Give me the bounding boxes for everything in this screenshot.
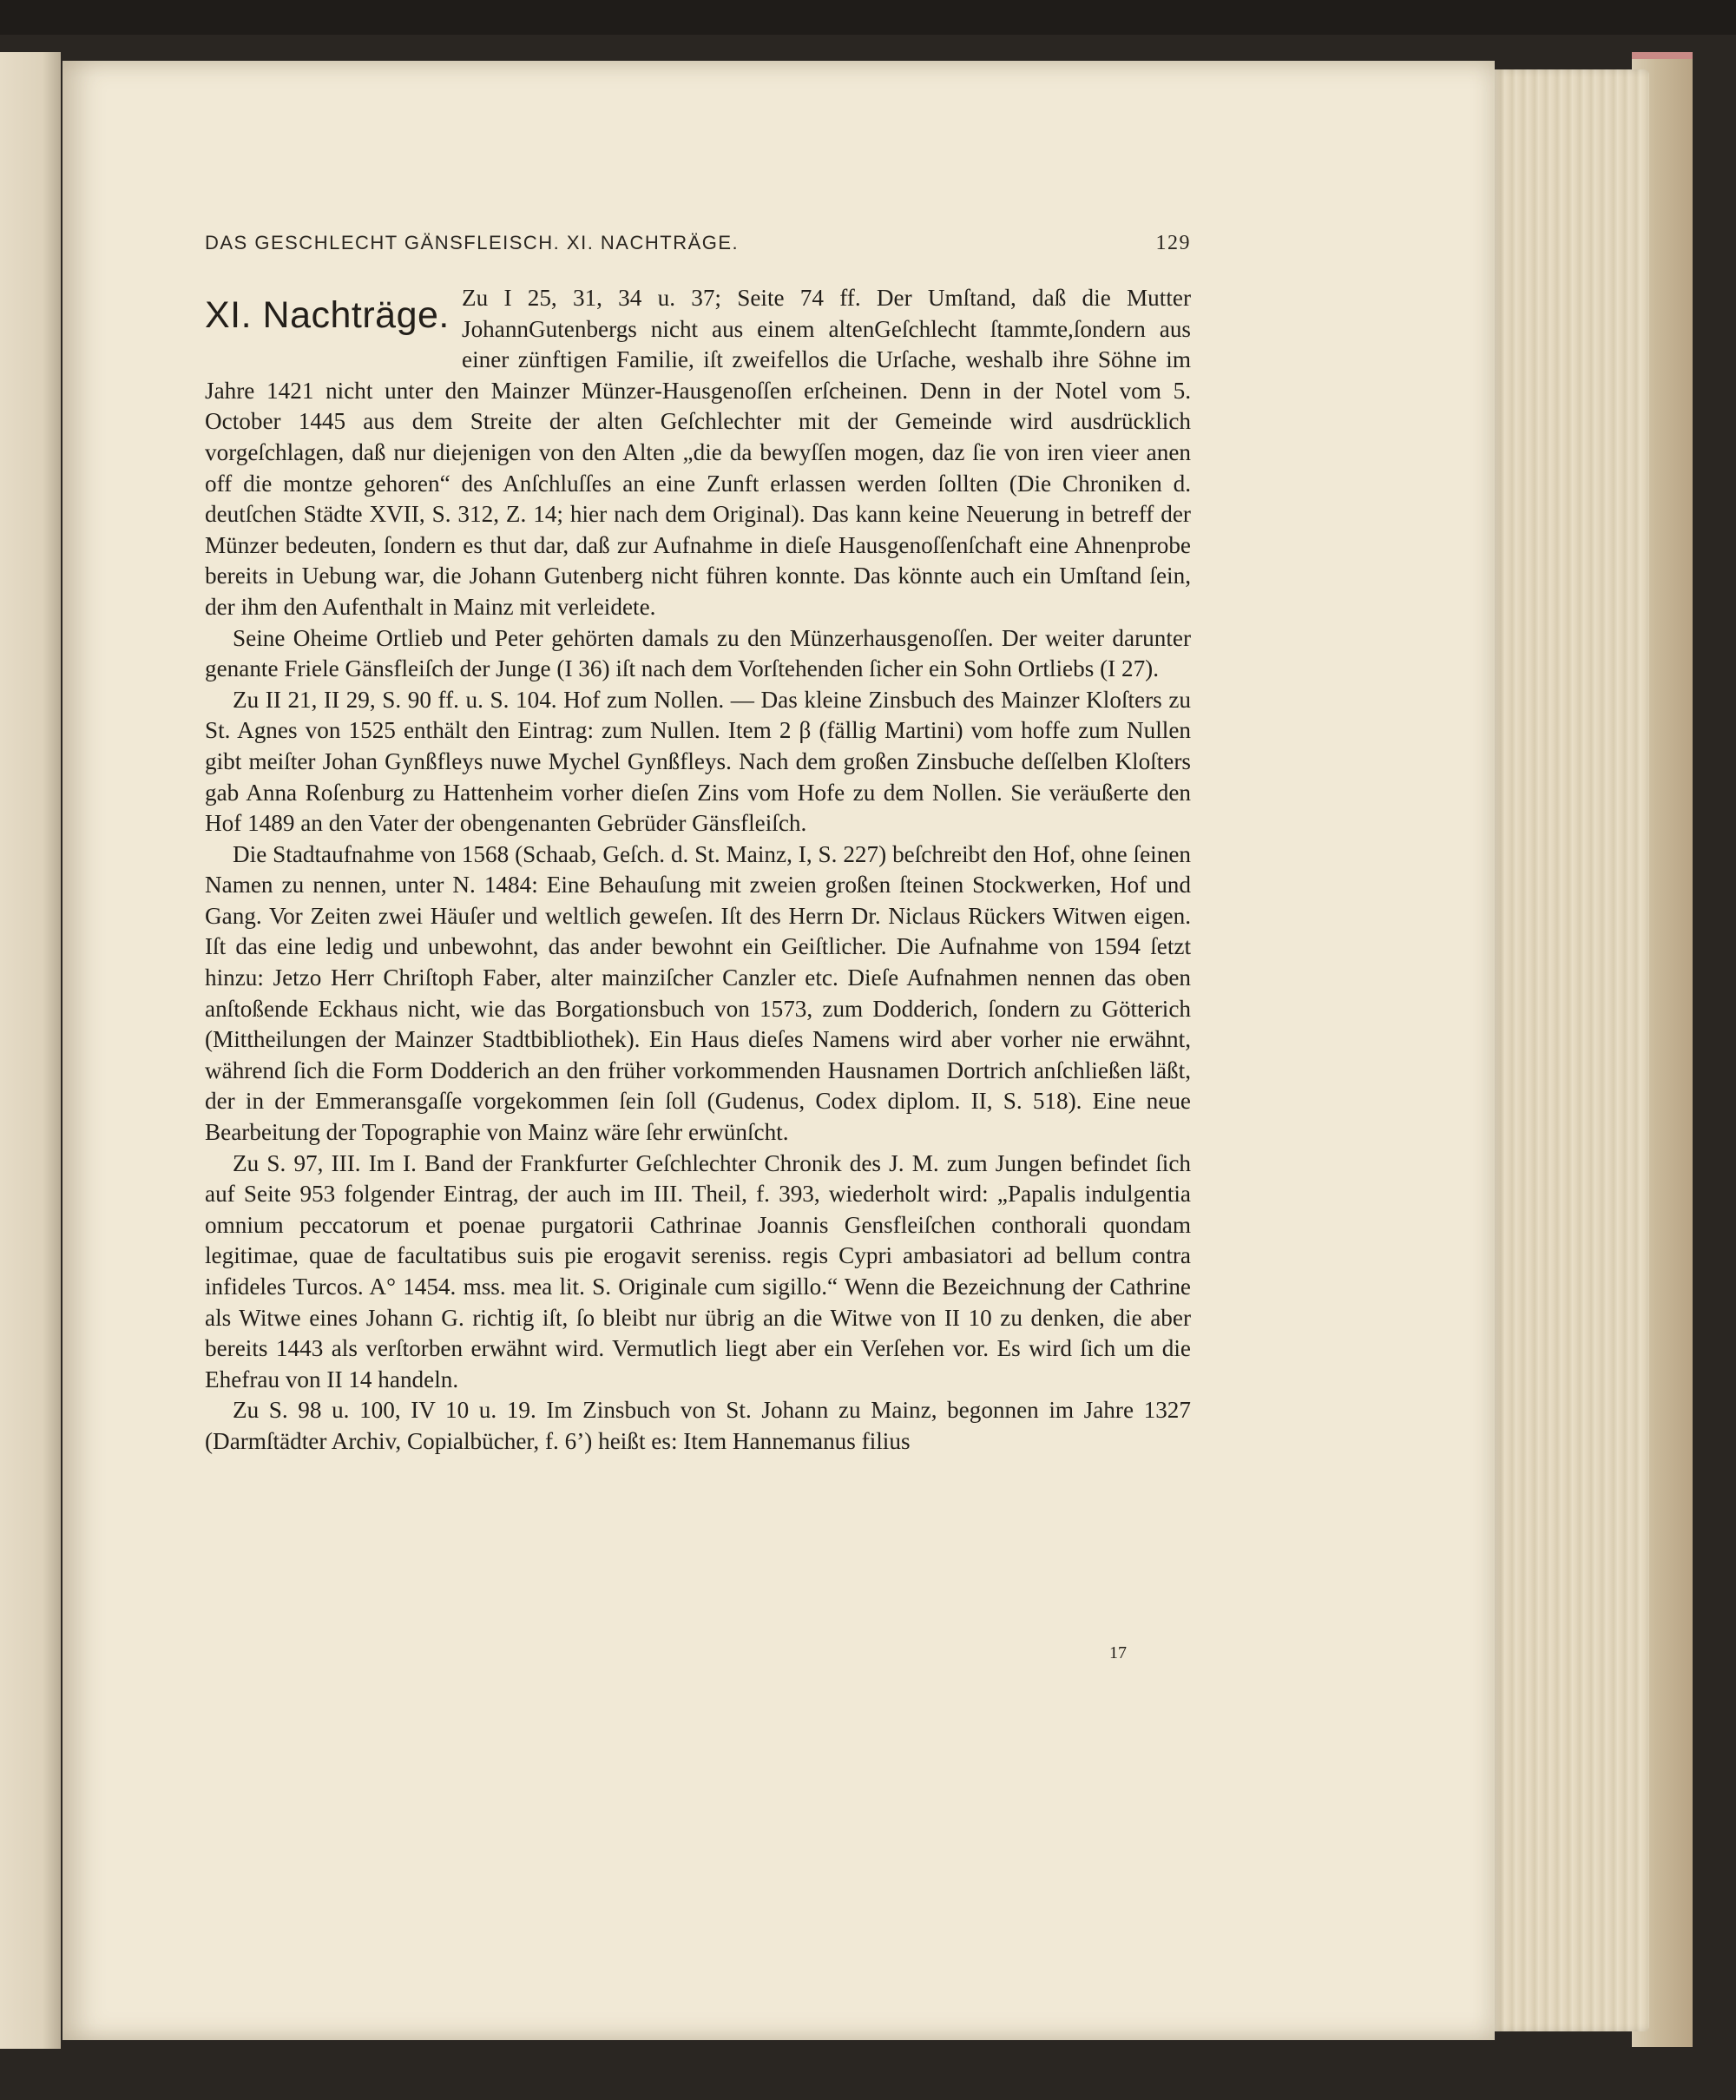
- page-number: 129: [1155, 232, 1191, 254]
- paragraph: Zu I 25, 31, 34 u. 37; Seite 74 ff. Der Umſtand, daß die Mutter JohannGutenbergs nicht aus einem altenGeſchlecht ſtammte,ſondern aus einer zünftigen Familie, iſt zweifellos die Urſache, weshalb ihre Söhne im Jahre 1421 nicht unter den Mainzer Münzer-Hausgenoſſen erſcheinen. Denn in der Notel vom 5. October 1445 aus dem Streite der alten Geſchlechter mit der Gemeinde wird ausdrücklich vorgeſchlagen, daß nur diejenigen von den Alten „die da bewyſſen mogen, daz ſie von iren vieer anen off die montze gehoren“ des Anſchluſſes an eine Zunft erlassen werden ſollten (Die Chroniken d. deutſchen Städte XVII, S. 312, Z. 14; hier nach dem Original). Das kann keine Neuerung in betreff der Münzer bedeuten, ſondern es thut dar, daß zur Aufnahme in dieſe Hausgenoſſenſchaft eine Ahnenprobe bereits in Uebung war, die Johann Gutenberg nicht führen konnte. Das könnte auch ein Umſtand ſein, der ihm den Aufenthalt in Mainz mit verleidete.: [205, 285, 1191, 620]
- paragraph: Zu S. 97, III. Im I. Band der Frankfurter Geſchlechter Chronik des J. M. zum Jungen befindet ſich auf Seite 953 folgender Eintrag, der auch im III. Theil, f. 393, wiederholt wird: „Papalis indulgentia omnium peccatorum et poenae purgatorii Cathrinae Joannis Gensfleiſchen conthorali quondam legitimae, quae de facultatibus suis pie erogavit sereniss. regis Cypri ambasiatori ad bellum contra infideles Turcos. A° 1454. mss. mea lit. S. Originale cum sigillo.“ Wenn die Bezeichnung der Cathrine als Witwe eines Johann G. richtig iſt, ſo bleibt nur übrig an die Witwe von II 10 zu denken, die aber bereits 1443 als verſtorben erwähnt wird. Vermutlich liegt aber ein Verſehen vor. Es wird ſich um die Ehefrau von II 14 handeln.: [205, 1149, 1191, 1392]
- running-head: [205, 232, 1191, 261]
- paragraph: Seine Oheime Ortlieb und Peter gehörten damals zu den Münzerhausgenoſſen. Der weiter darunter genante Friele Gänsfleiſch der Junge (I 36) iſt nach dem Vorſtehenden ſicher ein Sohn Ortliebs (I 27).: [205, 624, 1191, 682]
- section-heading-wrap: [205, 283, 462, 346]
- running-head-title: DAS GESCHLECHT GÄNSFLEISCH. XI. NACHTRÄGE.: [205, 232, 740, 253]
- paragraph-last: Zu S. 98 u. 100, IV 10 u. 19. Im Zinsbuch von St. Johann zu Mainz, begonnen im Jahre 1327 (Darmſtädter Archiv, Copialbücher, f. 6’) heißt es: Item Hannemanus filius: [205, 1397, 1191, 1454]
- section-heading: XI. Nachträge.: [205, 294, 450, 336]
- book-cover-edge-top: [0, 0, 1736, 35]
- page-stack-edges: [1493, 69, 1649, 2031]
- text-block: [205, 283, 1191, 1458]
- signature-mark: 17: [1109, 1643, 1127, 1662]
- left-page-edge: [0, 52, 61, 2049]
- paragraph: Die Stadtaufnahme von 1568 (Schaab, Geſch. d. St. Mainz, I, S. 227) beſchreibt den Hof, ohne ſeinen Namen zu nennen, unter N. 1484: Eine Behauſung mit zweien großen ſteinen Stockwerken, Hof und Gang. Vor Zeiten zwei Häuſer und weltlich geweſen. Iſt des Herrn Dr. Niclaus Rückers Witwen eigen. Iſt das eine ledig und unbewohnt, das ander bewohnt ein Geiſtlicher. Die Aufnahme von 1594 ſetzt hinzu: Jetzo Herr Chriſtoph Faber, alter mainziſcher Canzler etc. Dieſe Aufnahmen nennen das oben anſtoßende Eckhaus nicht, wie das Borgationsbuch von 1573, zum Dodderich, ſondern zu Götterich (Mittheilungen der Mainzer Stadtbibliothek). Ein Haus dieſes Namens wird aber vorher nie erwähnt, während ſich die Form Dodderich an den früher vorkommenden Hausnamen Dortrich anſchließen läßt, der in der Emmeransgaſſe vorgekommen ſein ſoll (Gudenus, Codex diplom. II, S. 518). Eine neue Bearbeitung der Topographie von Mainz wäre ſehr erwünſcht.: [205, 840, 1191, 1146]
- paragraph: Zu II 21, II 29, S. 90 ff. u. S. 104. Hof zum Nollen. — Das kleine Zinsbuch des Mainzer Kloſters zu St. Agnes von 1525 enthält den Eintrag: zum Nullen. Item 2 β (fällig Martini) vom hoffe zum Nullen gibt meiſter Johan Gynßfleys nuwe Mychel Gynßfleys. Nach dem großen Zinsbuche deſſelben Kloſters gab Anna Roſenburg zu Hattenheim vorher dieſen Zins vom Hofe zu dem Nollen. Sie veräußerte den Hof 1489 an den Vater der obengenanten Gebrüder Gänsfleiſch.: [205, 686, 1191, 837]
